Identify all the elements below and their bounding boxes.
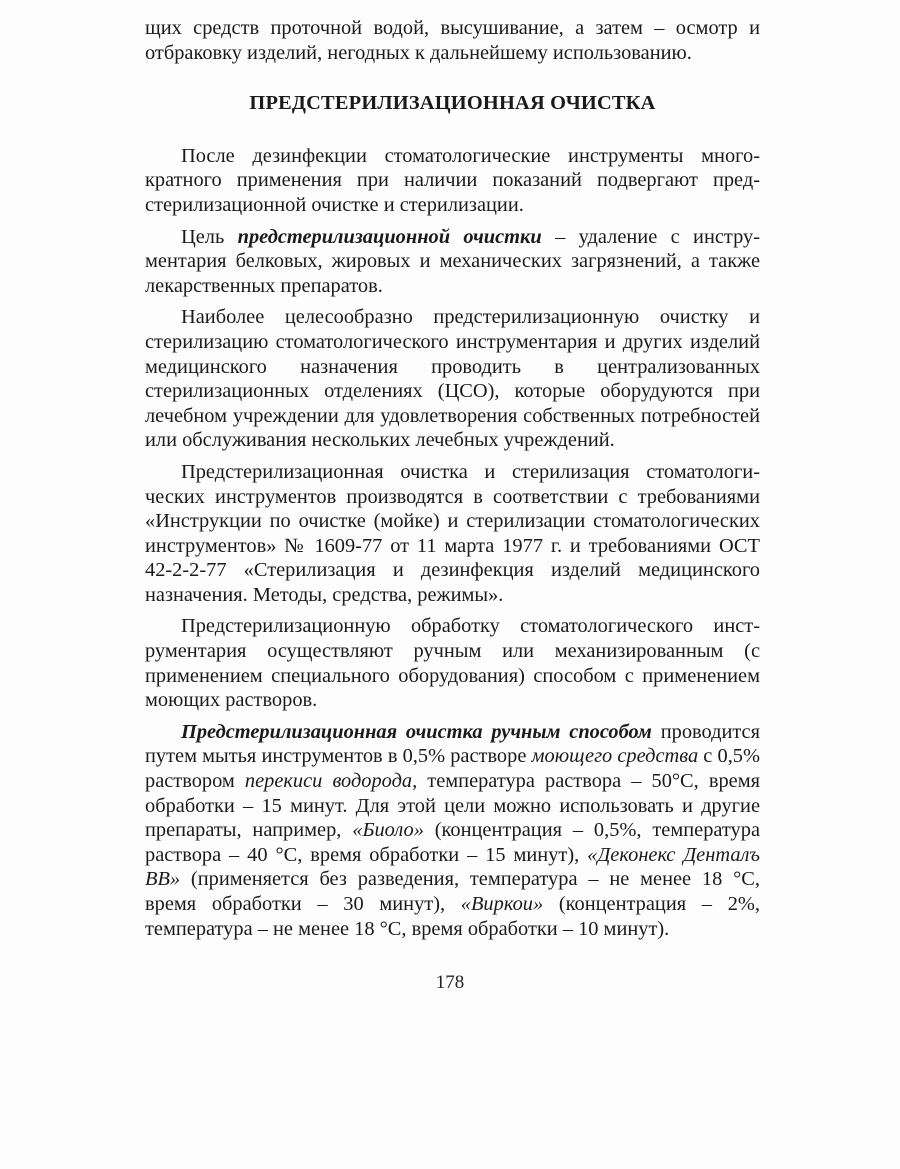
- paragraph-5: Предстерилизационную обработку стоматологического инструментария осуществляют ручным или механизированным (с применением специального оборудования) способом с применением моющих растворов.: [145, 615, 760, 712]
- paragraph-4: Предстерилизационная очистка и стерилизация стоматологических инструментов производятся в соответствии с требованиями «Инструкции по очистке (мойке) и стерилизации стоматологических инструментов» № 1609-77 от 11 марта 1977 г. и требованиями ОСТ 42-2-2-77 «Стерилизация и дезинфекция изделий медицинского назначения. Методы, средства, режимы».: [145, 460, 760, 606]
- paragraph-6-part-d: (концентрация – 0,5%, температура раствора – 40 °С, время обработки – 15 минут),: [145, 819, 761, 866]
- term-presterilization-cleaning: предстерилизационной очистки: [237, 225, 542, 248]
- paragraph-6-part-c: температура раствора – 50°С, время обработки – 15 минут. Для этой цели можно использовать и другие препараты, например,: [145, 770, 760, 842]
- section-heading: ПРЕДСТЕРИЛИЗАЦИОННАЯ ОЧИСТКА: [249, 92, 656, 115]
- paragraph-2-lead: Цель: [181, 225, 238, 248]
- italic-peroxide: перекиси водорода,: [244, 770, 418, 793]
- paragraph-6-part-e: (применяется без разведения, температура – не менее 18 °С, время обработки – 30 минут),: [145, 868, 760, 915]
- page-number: 178: [435, 972, 465, 993]
- paragraph-6: [145, 720, 760, 941]
- italic-biolo: «Биоло»: [352, 819, 424, 842]
- page-text: [145, 16, 760, 948]
- paragraph-6-part-f: (концентрация – 2%, температура – не менее 18 °С, время обработки – 10 минут).: [145, 893, 760, 940]
- paragraph-2-rest: – удаление с инструментария белковых, жировых и механических загрязнений, а также лекарственных препаратов.: [145, 225, 760, 297]
- paragraph-2: [145, 225, 760, 299]
- term-manual-cleaning: Предстерилизационная очистка ручным способом: [181, 720, 652, 743]
- italic-detergent: моющего средства: [531, 745, 699, 768]
- paragraph-1: После дезинфекции стоматологические инструменты многократного применения при наличии показаний подвергают предстерилизационной очистке и стерилизации.: [145, 144, 760, 216]
- intro-paragraph: щих средств проточной водой, высушивание, а затем – осмотр и отбраковку изделий, негодных к дальнейшему использованию.: [145, 17, 760, 64]
- paragraph-6-part-a: проводится путем мытья инструментов в 0,5% растворе: [145, 720, 760, 768]
- paragraph-6-part-b: с 0,5% раствором: [145, 745, 760, 793]
- italic-virkon: «Виркои»: [460, 893, 544, 915]
- paragraph-3: Наиболее целесообразно предстерилизационную очистку и стерилизацию стоматологического инструментария и других изделий медицинского назначения проводить в централизованных стерилизационных отделениях (ЦСО), которые оборудуются при лечебном учреждении для удовлетворения собственных потребностей или обслуживания нескольких лечебных учреждений.: [145, 306, 760, 452]
- italic-deconex: «Деконекс Денталъ ВВ»: [145, 843, 760, 891]
